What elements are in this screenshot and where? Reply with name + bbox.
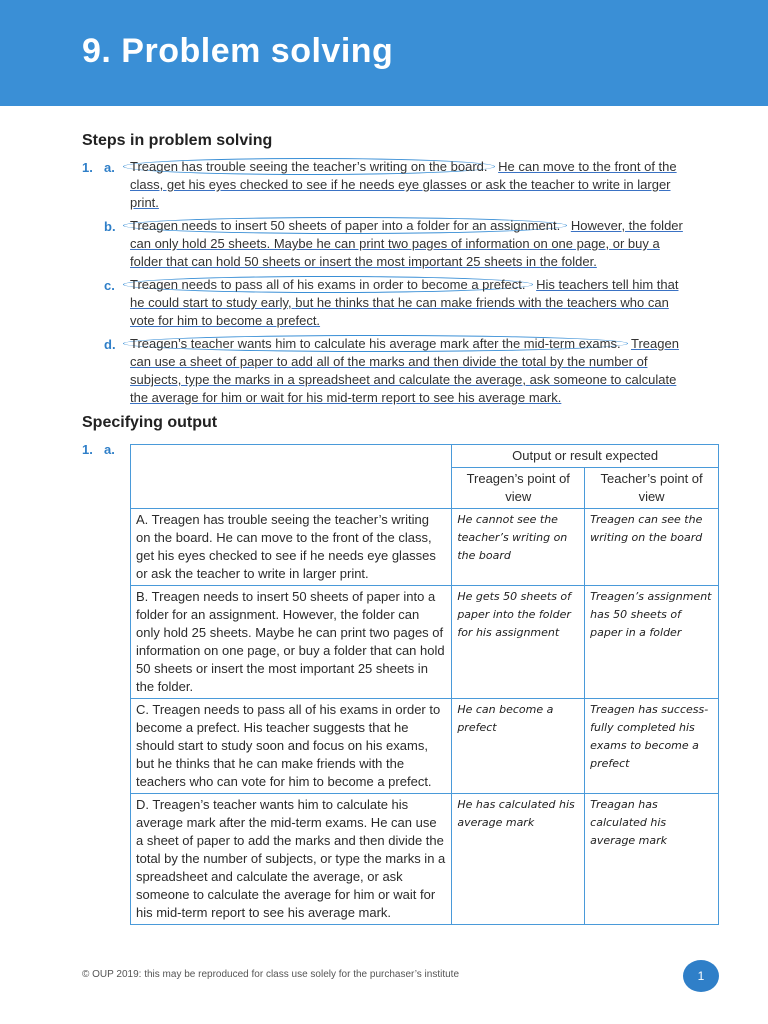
scenario-cell: D. Treagen’s teacher wants him to calculate his average mark after the mid-term exams. He can use a sheet of paper to add the marks and then divide the total by the number of subjects, or type the marks in a spreadsheet and calculate the average, or ask someone to calculate the average for him or wait for his mid-term report to see his average mark. xyxy=(131,794,452,925)
table-row xyxy=(131,586,719,699)
item-b-text xyxy=(130,217,690,271)
scenario-cell: C. Treagen needs to pass all of his exams in order to become a prefect. His teacher suggests that he should start to study soon and focus on his exams, but he thinks that he can make friends with the teachers who can vote for him to become a prefect. xyxy=(131,699,452,794)
teacher-answer-cell: Treagen’s assignment has 50 sheets of paper in a folder xyxy=(585,586,719,699)
output-item-letter: a. xyxy=(104,442,115,457)
table-row xyxy=(131,509,719,586)
chapter-title: 9. Problem solving xyxy=(82,32,394,70)
chapter-header xyxy=(0,0,768,106)
output-group-header: Output or result expected xyxy=(452,445,719,468)
scenario-cell: A. Treagen has trouble seeing the teacher’s writing on the board. He can move to the front of the class, get his eyes checked to see if he needs eye glasses or ask the teacher to write in larger print. xyxy=(131,509,452,586)
item-b-answer: However, the folder can only hold 25 sheets. Maybe he can print two pages of information on one page, or buy a folder that can hold 50 sheets or insert the most important 25 sheets in the folder. xyxy=(130,218,683,269)
item-c-letter: c. xyxy=(104,278,115,293)
item-c-text xyxy=(130,276,690,330)
steps-section-title: Steps in problem solving xyxy=(82,132,273,149)
treagen-answer-cell: He cannot see the teacher’s writing on the board xyxy=(452,509,585,586)
item-a-text xyxy=(130,158,690,212)
item-b-letter: b. xyxy=(104,219,116,234)
output-section-title: Specifying output xyxy=(82,414,218,431)
item-c-answer: His teachers tell him that he could start to study early, but he thinks that he can make friends with the teachers who can vote for him to become a prefect. xyxy=(130,277,679,328)
teacher-answer-cell: Treagen has success-fully completed his exams to become a prefect xyxy=(585,699,719,794)
item-a-answer: He can move to the front of the class, get his eyes checked to see if he needs eye glasses or ask the teacher to write in larger print. xyxy=(130,159,677,210)
page-number-badge: 1 xyxy=(683,960,719,992)
item-d-text xyxy=(130,335,690,407)
table-empty-corner xyxy=(131,445,452,509)
treagen-answer-cell: He has calculated his average mark xyxy=(452,794,585,925)
table-row xyxy=(131,699,719,794)
table-row xyxy=(131,794,719,925)
copyright-footer: © OUP 2019: this may be reproduced for class use solely for the purchaser’s institute xyxy=(82,969,460,980)
teacher-answer-cell: Treagen can see the writing on the board xyxy=(585,509,719,586)
steps-question-number: 1. xyxy=(82,160,93,175)
item-d-answer: Treagen can use a sheet of paper to add all of the marks and then divide the total by the number of subjects, type the marks in a spreadsheet and calculate the average, ask someone to calculate the average for him or wait for his mid-term report to see his average mark. xyxy=(130,336,679,405)
treagen-column-header: Treagen’s point of view xyxy=(452,468,585,509)
output-question-number: 1. xyxy=(82,442,93,457)
item-c-problem: Treagen needs to pass all of his exams in order to become a prefect. xyxy=(123,276,533,293)
item-a-letter: a. xyxy=(104,160,115,175)
scenario-cell: B. Treagen needs to insert 50 sheets of paper into a folder for an assignment. However, the folder can only hold 25 sheets. Maybe he can print two pages of information on one page, or buy a folder that can hold 50 sheets or insert the most important 25 sheets in the folder. xyxy=(131,586,452,699)
item-b-problem: Treagen needs to insert 50 sheets of paper into a folder for an assignment. xyxy=(123,217,567,234)
teacher-answer-cell: Treagan has calculated his average mark xyxy=(585,794,719,925)
table-group-header-row xyxy=(131,445,719,468)
item-d-letter: d. xyxy=(104,337,116,352)
teacher-column-header: Teacher’s point of view xyxy=(585,468,719,509)
output-table xyxy=(130,444,719,925)
item-d-problem: Treagen’s teacher wants him to calculate his average mark after the mid-term exams. xyxy=(123,335,628,352)
item-a-problem: Treagen has trouble seeing the teacher’s writing on the board. xyxy=(123,158,495,175)
treagen-answer-cell: He can become a prefect xyxy=(452,699,585,794)
treagen-answer-cell: He gets 50 sheets of paper into the folder for his assignment xyxy=(452,586,585,699)
